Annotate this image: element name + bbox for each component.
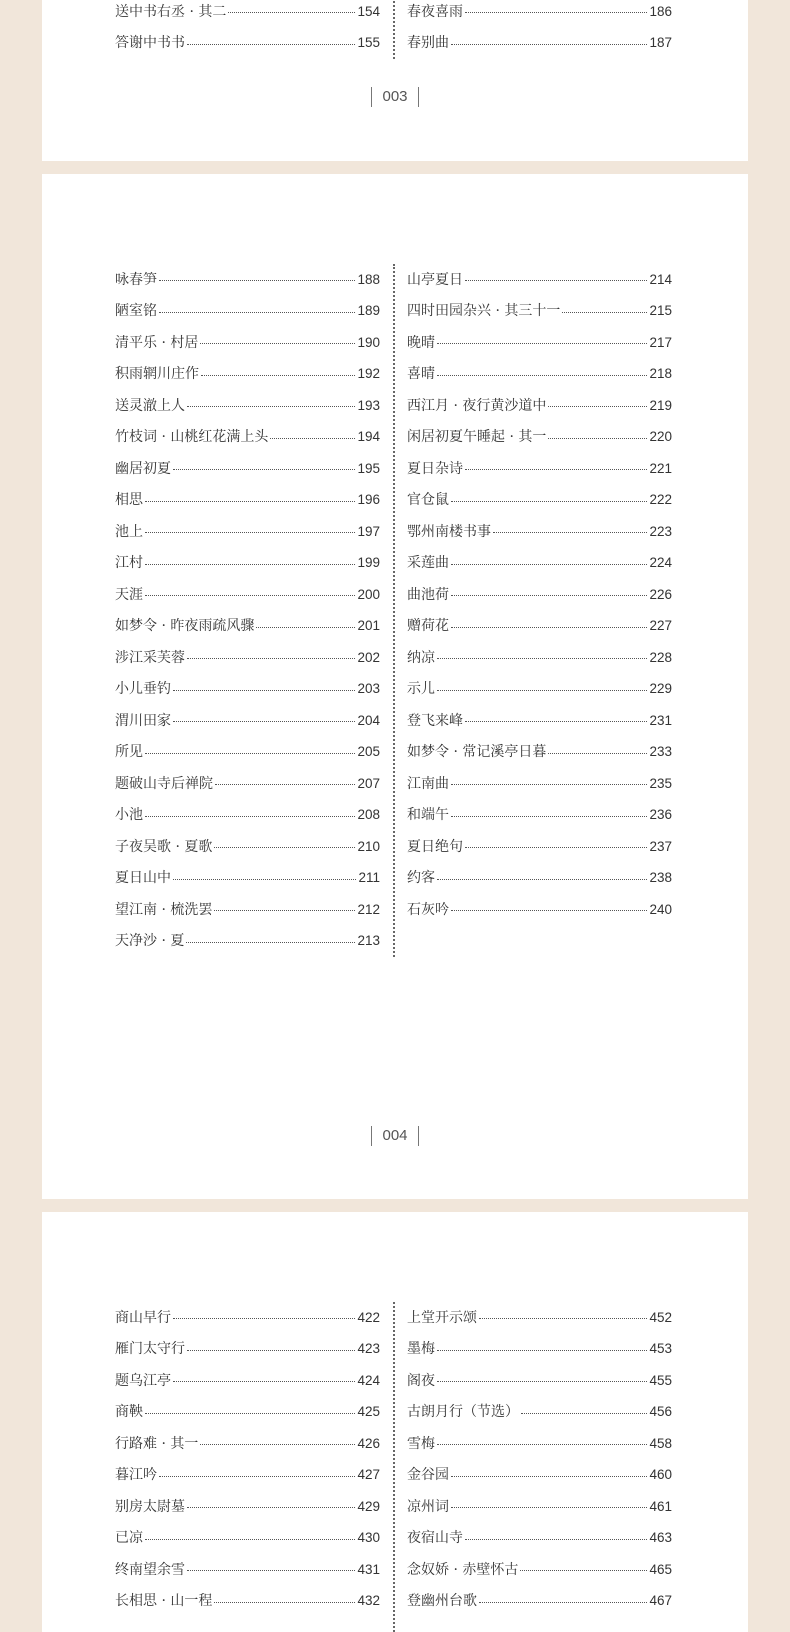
dot-leader [145,1539,355,1540]
toc-entry[interactable] [115,516,380,548]
toc-entry-title: 晚晴 [407,334,435,351]
dot-leader [437,1350,647,1351]
toc-entry[interactable] [407,390,672,422]
dot-leader [214,1602,355,1603]
dot-leader [465,280,647,281]
dot-leader [145,1413,355,1414]
toc-right-column [407,1302,672,1617]
dot-leader [186,942,355,943]
toc-entry[interactable] [407,1334,672,1366]
page-number-label: 003 [371,87,418,107]
toc-entry-page: 193 [357,397,380,413]
toc-entry-title: 石灰吟 [407,901,449,918]
toc-page-004 [42,174,748,1199]
toc-entry-title: 鄂州南楼书事 [407,523,491,540]
toc-entry-title: 答谢中书书 [115,35,185,52]
toc-entry[interactable] [407,894,672,926]
toc-entry-title: 墨梅 [407,1341,435,1358]
dot-leader [256,627,355,628]
toc-entry-page: 235 [649,775,672,791]
toc-entry-page: 197 [357,523,380,539]
dot-leader [437,343,647,344]
toc-entry-title: 终南望余雪 [115,1561,185,1578]
toc-entry[interactable] [115,1302,380,1334]
toc-entry-page: 240 [649,901,672,917]
dot-leader [465,12,647,13]
toc-entry-title: 相思 [115,492,143,509]
dot-leader [451,1476,647,1477]
toc-entry-title: 赠荷花 [407,618,449,635]
toc-entry[interactable] [407,422,672,454]
toc-entry-title: 池上 [115,523,143,540]
toc-entry-page: 214 [649,271,672,287]
toc-entry-page: 205 [357,744,380,760]
toc-entry-page: 229 [649,681,672,697]
toc-entry[interactable] [407,705,672,737]
column-divider [393,264,395,957]
toc-entry-title: 暮江吟 [115,1467,157,1484]
toc-left-column [115,0,380,59]
toc-entry-page: 212 [357,901,380,917]
dot-leader [479,1318,647,1319]
toc-entry-title: 送中书右丞 · 其二 [115,3,227,20]
toc-entry-title: 行路难 · 其一 [115,1435,199,1452]
toc-entry-title: 夏日杂诗 [407,460,463,477]
toc-entry-title: 西江月 · 夜行黄沙道中 [407,397,547,414]
toc-entry-title: 长相思 · 山一程 [115,1593,213,1610]
dot-leader [200,343,355,344]
toc-entry-page: 227 [649,618,672,634]
toc-entry-page: 220 [649,429,672,445]
toc-entry-page: 189 [357,303,380,319]
dot-leader [451,627,647,628]
toc-entry-title: 幽居初夏 [115,460,171,477]
dot-leader [145,816,355,817]
toc-entry[interactable] [407,674,672,706]
toc-entry[interactable] [115,453,380,485]
toc-entry-title: 登幽州台歌 [407,1593,477,1610]
toc-entry-page: 195 [357,460,380,476]
toc-right-column [407,0,672,59]
dot-leader [187,1507,355,1508]
toc-entry-title: 山亭夏日 [407,271,463,288]
dot-leader [451,1507,647,1508]
toc-entry[interactable] [407,296,672,328]
toc-entry[interactable] [115,390,380,422]
dot-leader [451,501,647,502]
toc-entry-page: 237 [649,838,672,854]
toc-entry[interactable] [407,1586,672,1618]
dot-leader [187,406,355,407]
dot-leader [173,469,355,470]
toc-body [115,1302,673,1632]
toc-entry-page: 155 [357,35,380,51]
toc-entry[interactable] [407,1554,672,1586]
toc-entry[interactable] [115,28,380,60]
toc-page-003 [42,0,748,161]
dot-leader [562,312,647,313]
dot-leader [228,12,355,13]
dot-leader [173,1318,355,1319]
toc-entry-page: 202 [357,649,380,665]
toc-entry[interactable] [115,737,380,769]
toc-entry-page: 461 [649,1498,672,1514]
toc-entry-page: 217 [649,334,672,350]
toc-entry-page: 199 [357,555,380,571]
toc-entry[interactable] [115,296,380,328]
toc-entry[interactable] [407,548,672,580]
toc-entry-title: 纳凉 [407,649,435,666]
toc-entry[interactable] [115,485,380,517]
toc-entry[interactable] [115,926,380,958]
toc-entry-title: 题乌江亭 [115,1372,171,1389]
dot-leader [173,879,356,880]
toc-entry[interactable] [407,611,672,643]
toc-entry-page: 458 [649,1435,672,1451]
dot-leader [465,847,647,848]
toc-entry[interactable] [407,768,672,800]
toc-entry[interactable] [407,1428,672,1460]
page-number [42,1126,748,1146]
toc-entry-page: 465 [649,1561,672,1577]
toc-entry-title: 天净沙 · 夏 [115,933,185,950]
dot-leader [548,406,647,407]
toc-entry[interactable] [407,485,672,517]
toc-entry-title: 天涯 [115,586,143,603]
toc-entry-page: 218 [649,366,672,382]
toc-entry[interactable] [407,1491,672,1523]
toc-entry-page: 222 [649,492,672,508]
toc-entry-title: 阁夜 [407,1372,435,1389]
dot-leader [187,1350,355,1351]
dot-leader [520,1570,647,1571]
toc-entry-title: 雁门太守行 [115,1341,185,1358]
toc-entry[interactable] [115,831,380,863]
toc-entry[interactable] [115,1365,380,1397]
toc-entry[interactable] [407,737,672,769]
toc-entry-page: 154 [357,3,380,19]
dot-leader [479,1602,647,1603]
dot-leader [214,910,355,911]
toc-entry[interactable] [115,768,380,800]
toc-entry-title: 闲居初夏午睡起 · 其一 [407,429,547,446]
toc-entry-title: 竹枝词 · 山桃红花满上头 [115,429,269,446]
toc-entry[interactable] [407,1397,672,1429]
dot-leader [548,438,647,439]
toc-entry-title: 如梦令 · 常记溪亭日暮 [407,744,547,761]
toc-entry[interactable] [115,422,380,454]
toc-entry-page: 210 [357,838,380,854]
toc-entry-page: 215 [649,303,672,319]
toc-entry-page: 426 [357,1435,380,1451]
toc-entry-title: 约客 [407,870,435,887]
toc-entry-title: 积雨辋川庄作 [115,366,199,383]
toc-entry-page: 187 [649,35,672,51]
dot-leader [159,1476,355,1477]
toc-entry-title: 子夜吴歌 · 夏歌 [115,838,213,855]
toc-entry-page: 430 [357,1530,380,1546]
toc-left-column [115,264,380,957]
toc-entry-title: 咏春笋 [115,271,157,288]
dot-leader [145,753,355,754]
toc-entry-title: 商鞅 [115,1404,143,1421]
toc-entry-title: 已凉 [115,1530,143,1547]
toc-entry-title: 涉江采芙蓉 [115,649,185,666]
toc-entry[interactable] [407,359,672,391]
dot-leader [451,44,647,45]
toc-entry[interactable] [407,863,672,895]
dot-leader [145,564,355,565]
toc-entry-page: 190 [357,334,380,350]
toc-entry[interactable] [115,1491,380,1523]
dot-leader [187,1570,355,1571]
dot-leader [214,847,355,848]
toc-entry-title: 夏日绝句 [407,838,463,855]
toc-entry[interactable] [407,579,672,611]
toc-entry-title: 和端午 [407,807,449,824]
toc-entry[interactable] [407,1365,672,1397]
toc-entry-page: 238 [649,870,672,886]
toc-entry[interactable] [407,800,672,832]
toc-entry[interactable] [115,800,380,832]
toc-entry-title: 望江南 · 梳洗罢 [115,901,213,918]
toc-entry[interactable] [407,516,672,548]
toc-entry-page: 231 [649,712,672,728]
toc-entry-page: 204 [357,712,380,728]
toc-entry-page: 455 [649,1372,672,1388]
toc-entry[interactable] [115,1428,380,1460]
toc-entry-page: 425 [357,1404,380,1420]
toc-body [115,264,673,957]
toc-entry-page: 467 [649,1593,672,1609]
toc-entry-page: 203 [357,681,380,697]
toc-entry-title: 题破山寺后禅院 [115,775,213,792]
toc-entry-title: 渭川田家 [115,712,171,729]
toc-entry[interactable] [115,1586,380,1618]
toc-entry-page: 188 [357,271,380,287]
toc-entry-title: 送灵澈上人 [115,397,185,414]
toc-entry-title: 如梦令 · 昨夜雨疏风骤 [115,618,255,635]
toc-entry-page: 233 [649,744,672,760]
toc-entry-title: 夜宿山寺 [407,1530,463,1547]
toc-entry[interactable] [115,611,380,643]
toc-entry-title: 念奴娇 · 赤壁怀古 [407,1561,519,1578]
toc-entry-title: 夏日山中 [115,870,171,887]
toc-entry-page: 424 [357,1372,380,1388]
toc-entry-page: 213 [357,933,380,949]
toc-entry-page: 196 [357,492,380,508]
toc-entry-title: 陋室铭 [115,303,157,320]
toc-entry[interactable] [115,579,380,611]
toc-entry[interactable] [115,1460,380,1492]
toc-entry-title: 上堂开示颂 [407,1309,477,1326]
dot-leader [548,753,647,754]
toc-entry-title: 采莲曲 [407,555,449,572]
toc-right-column [407,264,672,926]
toc-entry-title: 喜晴 [407,366,435,383]
toc-entry-page: 423 [357,1341,380,1357]
dot-leader [187,658,355,659]
toc-entry-page: 452 [649,1309,672,1325]
toc-left-column [115,1302,380,1617]
toc-entry-page: 460 [649,1467,672,1483]
dot-leader [451,595,647,596]
toc-entry-title: 曲池荷 [407,586,449,603]
toc-entry[interactable] [115,705,380,737]
toc-entry-page: 208 [357,807,380,823]
toc-entry[interactable] [407,327,672,359]
dot-leader [437,375,647,376]
toc-entry[interactable] [407,642,672,674]
toc-entry[interactable] [407,264,672,296]
toc-entry-page: 463 [649,1530,672,1546]
toc-entry-title: 商山早行 [115,1309,171,1326]
toc-entry[interactable] [407,831,672,863]
toc-entry-title: 小儿垂钓 [115,681,171,698]
toc-entry[interactable] [115,1554,380,1586]
dot-leader [200,1444,355,1445]
dot-leader [145,595,355,596]
dot-leader [451,816,647,817]
toc-entry-page: 432 [357,1593,380,1609]
toc-entry[interactable] [115,1334,380,1366]
toc-entry-title: 登飞来峰 [407,712,463,729]
dot-leader [145,501,355,502]
dot-leader [465,1539,647,1540]
toc-entry-title: 雪梅 [407,1435,435,1452]
dot-leader [145,532,355,533]
toc-entry-title: 江村 [115,555,143,572]
toc-entry-title: 所见 [115,744,143,761]
toc-entry[interactable] [115,548,380,580]
dot-leader [215,784,355,785]
toc-entry-title: 凉州词 [407,1498,449,1515]
dot-leader [437,658,647,659]
toc-entry-title: 春别曲 [407,35,449,52]
dot-leader [173,1381,355,1382]
dot-leader [270,438,355,439]
toc-entry-title: 江南曲 [407,775,449,792]
dot-leader [437,879,647,880]
toc-entry-title: 古朗月行（节选） [407,1404,519,1421]
toc-entry[interactable] [407,1302,672,1334]
toc-entry-title: 别房太尉墓 [115,1498,185,1515]
dot-leader [173,690,355,691]
toc-entry-page: 422 [357,1309,380,1325]
toc-entry-page: 186 [649,3,672,19]
dot-leader [159,280,355,281]
toc-entry-page: 431 [357,1561,380,1577]
toc-entry-title: 示儿 [407,681,435,698]
toc-entry-page: 207 [357,775,380,791]
dot-leader [451,784,647,785]
dot-leader [465,469,647,470]
toc-entry[interactable] [407,28,672,60]
toc-entry-page: 224 [649,555,672,571]
toc-entry[interactable] [115,642,380,674]
toc-entry-page: 226 [649,586,672,602]
toc-entry-page: 236 [649,807,672,823]
toc-entry-page: 453 [649,1341,672,1357]
toc-entry[interactable] [115,894,380,926]
toc-entry-page: 201 [357,618,380,634]
toc-entry-page: 429 [357,1498,380,1514]
column-divider [393,0,395,59]
toc-entry[interactable] [115,327,380,359]
toc-entry[interactable] [407,453,672,485]
dot-leader [173,721,355,722]
dot-leader [451,564,647,565]
dot-leader [201,375,355,376]
dot-leader [159,312,355,313]
toc-entry[interactable] [407,0,672,28]
dot-leader [437,1444,647,1445]
dot-leader [187,44,355,45]
column-divider [393,1302,395,1632]
page-number [42,87,748,107]
toc-entry[interactable] [115,1523,380,1555]
toc-entry-page: 456 [649,1404,672,1420]
toc-entry[interactable] [115,0,380,28]
toc-entry-title: 小池 [115,807,143,824]
toc-entry[interactable] [115,863,380,895]
toc-entry-page: 194 [357,429,380,445]
toc-entry-page: 192 [357,366,380,382]
toc-body [115,0,673,59]
dot-leader [437,1381,647,1382]
toc-entry[interactable] [407,1460,672,1492]
toc-entry-page: 221 [649,460,672,476]
dot-leader [451,910,647,911]
toc-entry-page: 228 [649,649,672,665]
page-number-label: 004 [371,1126,418,1146]
toc-entry-page: 427 [357,1467,380,1483]
toc-entry-title: 春夜喜雨 [407,3,463,20]
dot-leader [493,532,647,533]
dot-leader [437,690,647,691]
toc-entry[interactable] [115,264,380,296]
toc-entry-page: 211 [358,870,380,886]
toc-entry-page: 200 [357,586,380,602]
toc-page-next [42,1212,748,1632]
toc-entry-title: 四时田园杂兴 · 其三十一 [407,303,561,320]
toc-entry-title: 官仓鼠 [407,492,449,509]
toc-entry[interactable] [115,674,380,706]
dot-leader [521,1413,647,1414]
toc-entry-title: 金谷园 [407,1467,449,1484]
toc-entry-page: 219 [649,397,672,413]
toc-entry[interactable] [407,1523,672,1555]
toc-entry[interactable] [115,359,380,391]
toc-entry-title: 清平乐 · 村居 [115,334,199,351]
toc-entry-page: 223 [649,523,672,539]
toc-entry[interactable] [115,1397,380,1429]
dot-leader [465,721,647,722]
